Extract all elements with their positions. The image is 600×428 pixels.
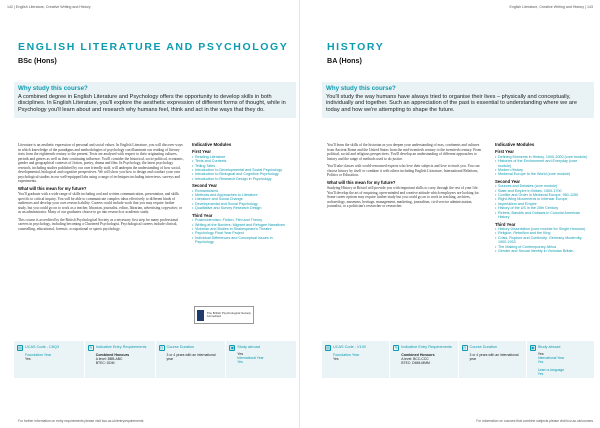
info-sub: A level: BBB-ABC BTEC: DDM — [95, 357, 123, 366]
info-line: Combined Honours — [401, 353, 435, 357]
module-item: • Reading Literature — [192, 155, 287, 159]
duration-icon: ◷ — [462, 344, 467, 350]
ucas-icon: ▤ — [326, 344, 330, 350]
bps-accreditation-logo — [194, 306, 254, 324]
body-paragraph: You'll learn the skills of the historian as you deepen your understanding of eras, continents and cultures from Ancient Rome and the United States from the mid-twentieth century to the twentieth century. From political, social and religious perspectives. You'll develop an understanding of different approaches to history and the range of methods used to do justice. — [327, 143, 482, 161]
info-entry — [390, 341, 458, 378]
bps-logo-mark — [197, 310, 204, 321]
why-study-band — [14, 82, 296, 118]
year-label: Second Year — [192, 183, 218, 189]
module-item: • State and Empire in Britain, 1500-1700 — [495, 189, 590, 193]
module-item: • Methods and Approaches to Literature — [192, 193, 287, 197]
page-title: ENGLISH LITERATURE AND PSYCHOLOGY — [18, 41, 289, 53]
year-label: First Year — [192, 149, 212, 155]
page-title: HISTORY — [327, 41, 385, 53]
degree-label: BA (Hons) — [327, 56, 362, 65]
info-sub: International Year Yes Learn a language Yes — [537, 356, 565, 377]
module-item: • Religion, Rebellion and the King — [495, 231, 590, 235]
modules-heading: Indicative Modules — [495, 142, 535, 147]
module-item: • Histories of the Environment and Everyday (core module) — [495, 159, 590, 168]
future-heading: What will this mean for my future? — [327, 179, 396, 185]
module-item: • History of the US in the 20th Century — [495, 206, 590, 210]
module-item: • Crisis, Rupture and Continuity: Germany Modernity, 1900-1933 — [495, 236, 590, 245]
module-item: • Defining Moments in History, 1000-2000 (core module) — [495, 155, 590, 159]
study-icon: ▣ — [230, 344, 235, 350]
module-item: • Introduction to Developmental and Social Psychology — [192, 168, 287, 172]
future-heading: What will this mean for my future? — [18, 185, 87, 191]
info-sub: International Year Yes — [237, 356, 264, 365]
module-item: • Victorian and Bodies in Shakespeare's Theatre — [192, 227, 287, 231]
running-head: 142 | English Literature, Creative Writing and History — [7, 5, 91, 9]
module-item: • Postmodernism: Fiction, Film and Theory — [192, 218, 287, 222]
footer-note: For information on courses that combine subjects please visit bcu.ac.uk/courses — [476, 419, 593, 423]
module-item: • Sources and Debates (core module) — [495, 184, 590, 188]
info-line: Yes — [537, 352, 544, 356]
body-paragraph: This course is accredited by the British Psychological Society as a necessary first step for many professional careers in psychology, including becoming a Chartered Psychologist. Psychological careers include clinical, counselling, educational, forensic, occupational or sports psychology. — [18, 217, 178, 231]
info-sub: Yes — [333, 357, 339, 362]
info-entry — [85, 341, 156, 378]
body-paragraph: Studying History at Bristol will provide you with important skills to carry through the rest of your life. You'll develop the art of enquiring, open-minded and creative attitude which employers are looking for. Some career options may require further study but you could go on to work in teaching, archives, archaeology, museums, heritage, management, marketing, journalism, civil service administration, journalist, or a politician's researcher or researcher. — [327, 186, 480, 208]
entry-icon: ✎ — [394, 344, 398, 350]
info-study-abroad — [527, 341, 594, 378]
module-item: • Individual Differences and Conceptual Issues in Psychology — [192, 236, 287, 245]
body-paragraph: You'll graduate with a wide range of skills including oral and written communication, presentation, and skills specific to critical inquiry. You will be able to communicate complex ideas effectively to different kinds of audiences and develop your own research ability. Careers could include work that you may require further study, but you could go on to work as a teacher, librarian, journalist, editor, librarian, advertising copywriter, or as an administrator. Many of our graduates choose to go into research or academic study. — [18, 192, 182, 214]
info-title: Course Duration — [469, 345, 498, 349]
module-item: • Developmental and Social Psychology — [192, 202, 287, 206]
info-sub: 3 or 4 years with an international year — [166, 353, 216, 361]
module-item: • Modern History — [495, 168, 590, 172]
module-item: • Literature and Social Change — [192, 197, 287, 201]
module-item: • Imperialism and Empire — [495, 202, 590, 206]
info-title: Indicative Entry Requirements — [95, 345, 147, 349]
why-study-band — [322, 82, 594, 118]
info-study-abroad — [226, 341, 296, 378]
info-title: UCAS Code - V100 — [333, 345, 366, 349]
info-title: Study abroad — [237, 345, 260, 349]
module-item: • Right-Wing Movements in Interwar Europe — [495, 197, 590, 201]
year-label: Third Year — [495, 221, 516, 227]
footer-note: For further information on entry requirements please visit bcu.ac.uk/entryrequirements — [18, 419, 144, 423]
info-title: UCAS Code - C8Q3 — [25, 345, 59, 349]
info-title: Course Duration — [166, 345, 195, 349]
info-title: Indicative Entry Requirements — [401, 345, 452, 349]
info-line: Foundation Year — [25, 353, 52, 357]
info-duration — [459, 341, 527, 378]
module-item: • Rebels, Bandits and Outlaws in Colonial American History — [495, 211, 590, 220]
body-paragraph: Literature is an aesthetic expression of personal and social values. In English Literature, you will discover ways in which knowledge of the paradigms and methodologies of psychology can illuminate our reading of literary texts from the eighteenth century to the present. Texts are analysed with respect to their originating cultures, periods and genres as well as their continuing influence. You'll consider the historical, socio-political, economic, gender and geographical contexts of fiction, poetry, drama and film. In Psychology, the latest psychology research, including studies published by our own friendly staff, will underpin the understanding of how social, developmental, biological and cognitive perspectives. We will show you how to design and conduct your own psychological studies in our well-equipped labs using a range of techniques including interviews, surveys and experiments. — [18, 143, 184, 183]
study-icon: ▣ — [530, 344, 535, 350]
module-item: • The Making of Contemporary Africa — [495, 245, 590, 249]
why-body: A combined degree in English Literature and Psychology offers the opportunity to develop skills in both disciplines. In English Literature, you'll explore the aesthetic expression of different forms of thought, while in Psychology you'll learn about and research why humans feel, think and act in the ways that they do. — [18, 93, 286, 114]
info-sub: 3 or 4 years with an international year — [469, 353, 519, 361]
info-ucas — [322, 341, 390, 378]
course-info-band — [322, 341, 594, 378]
module-item: • Gender and Sexual Identity in Victorian Britain — [495, 249, 590, 253]
info-line: Foundation Year — [333, 353, 360, 357]
entry-icon: ✎ — [89, 344, 93, 350]
module-item: • Romanticisms — [192, 189, 287, 193]
course-info-band — [14, 341, 296, 378]
modules-column — [192, 143, 287, 245]
why-body: You'll study the way humans have always tried to organise their lives – physically and conceptually, individually and together. Such an appreciation of the past is essential to understanding where we are today and how we're attempting to shape the future. — [326, 93, 577, 114]
degree-label: BSc (Hons) — [18, 56, 57, 65]
info-duration — [156, 341, 227, 378]
why-heading: Why study this course? — [18, 85, 88, 92]
right-page — [300, 0, 600, 428]
info-sub: Yes — [25, 357, 31, 362]
info-line: Combined Honours — [95, 353, 130, 357]
year-label: Third Year — [192, 212, 213, 218]
modules-column — [495, 143, 590, 253]
module-item: • Texts and Contexts — [192, 159, 287, 163]
module-item: • Conflict and Order in Medieval Europe, 950-1250 — [495, 193, 590, 197]
year-label: First Year — [495, 149, 515, 155]
module-item: • Introduction to Biological and Cognitive Psychology — [192, 172, 287, 176]
info-line: Yes — [237, 352, 244, 356]
module-item: • History Dissertation (core module for Single Honours) — [495, 227, 590, 231]
body-column — [327, 143, 487, 212]
year-label: Second Year — [495, 178, 521, 184]
modules-heading: Indicative Modules — [192, 142, 232, 147]
module-item: • Psychology Final Year Project — [192, 231, 287, 235]
module-item: • Writing at the Borders: Migrant and Refugee Narratives — [192, 223, 287, 227]
info-title: Study abroad — [537, 345, 561, 349]
info-sub: A level: BCC-CCC BTEC: DMM-MMM — [401, 357, 430, 366]
info-ucas — [14, 341, 85, 378]
body-paragraph: You'll take classes with world-renowned experts who love their subjects and love to teach you. You can choose history by itself or combine it with others including English Literature, International Relations, Politics or Education. — [327, 164, 480, 177]
duration-icon: ◷ — [159, 344, 164, 350]
module-item: • Introduction to Research Design in Psychology — [192, 177, 287, 181]
running-head: English Literature, Creative Writing and History | 143 — [509, 5, 593, 9]
logo-text: The British Psychological Society Accredited — [206, 310, 251, 318]
module-item: • Qualitative and Survey Research Design — [192, 206, 287, 210]
body-column — [18, 143, 184, 234]
module-item: • Telling Tales — [192, 164, 287, 168]
why-heading: Why study this course? — [326, 85, 396, 92]
module-item: • Medieval Europe to the World (core module) — [495, 172, 590, 176]
ucas-icon: ▤ — [18, 344, 22, 350]
